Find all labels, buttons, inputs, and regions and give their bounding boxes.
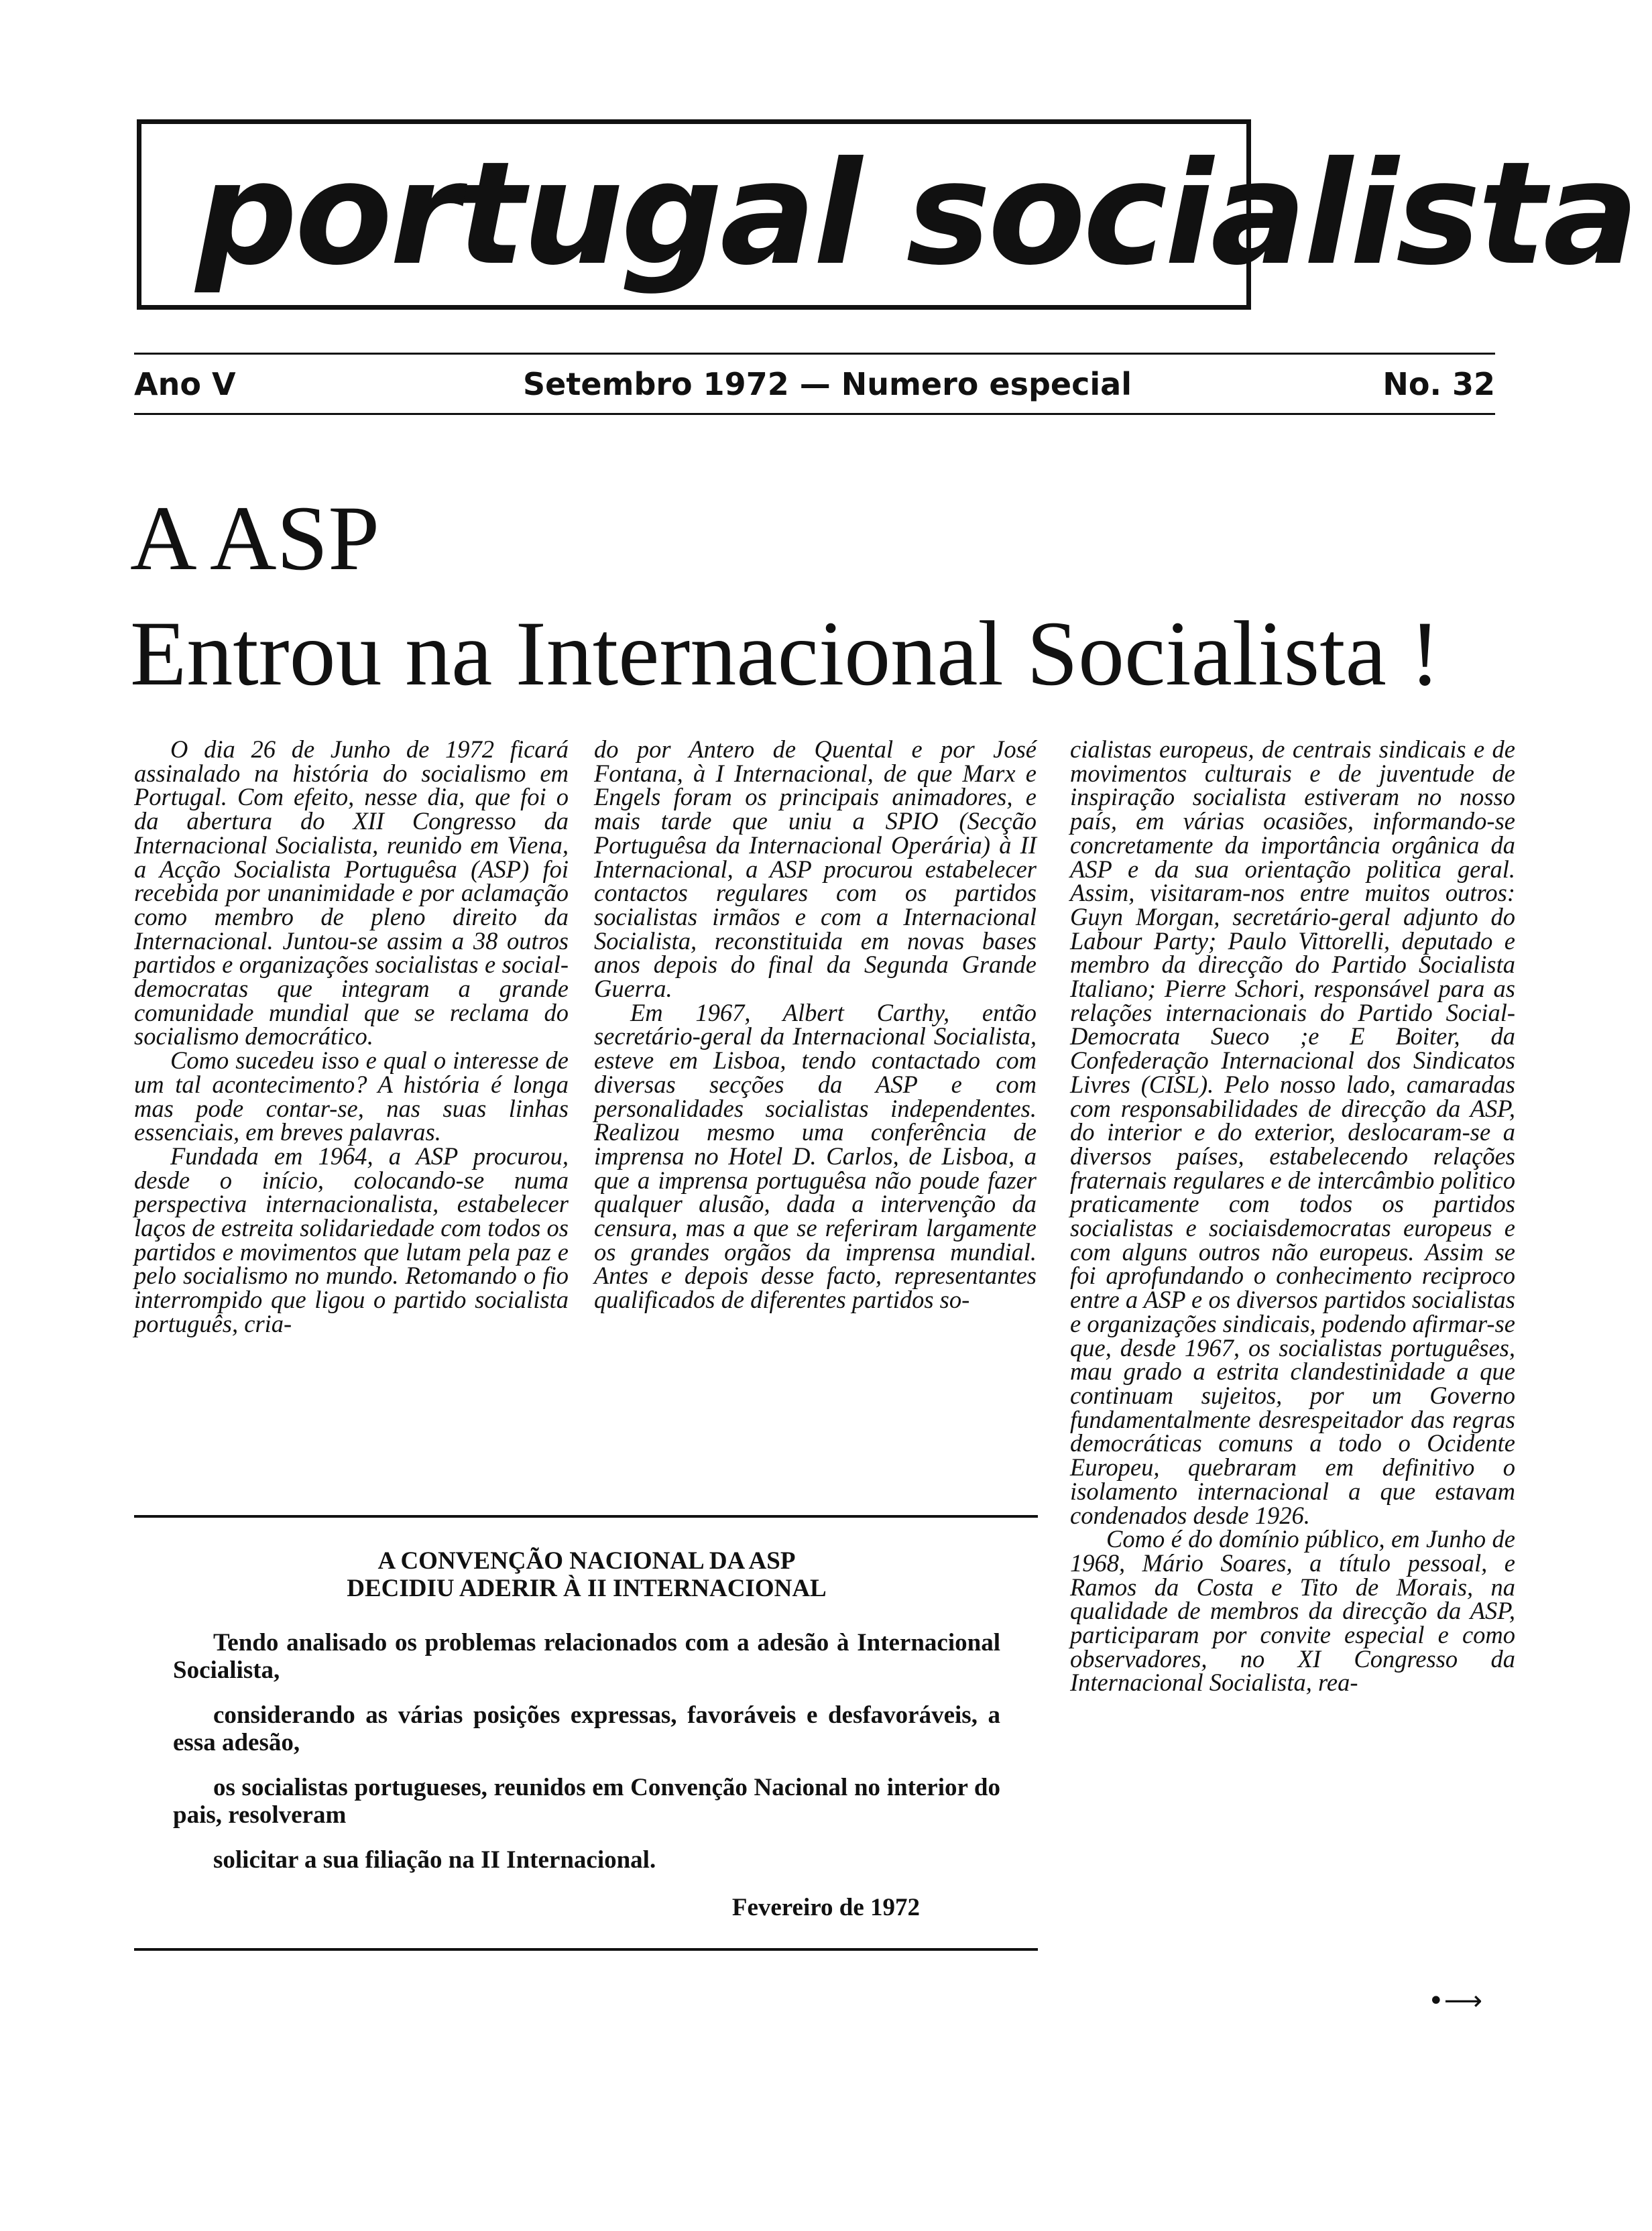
article-paragraph: do por Antero de Quental e por José Fontana, à I Internacional, de que Marx e Engels foram os principais animadores, e mais tarde que uniu a SPIO (Secção Portuguêsa da Internacional Operária) à II Internacional, a ASP procurou estabelecer contactos regulares com os partidos socialistas irmãos e com a Internacional Socialista, reconstituida em novas bases anos depois do final da Segunda Grande Guerra. [594, 735, 1037, 1003]
resolution-clause: os socialistas portugueses, reunidos em Convenção Nacional no interior do pais, resolveram [173, 1774, 1000, 1829]
resolution-clause: Tendo analisado os problemas relacionados com a adesão à Internacional Socialista, [173, 1629, 1000, 1684]
resolution-box-content [173, 1547, 1000, 1936]
resolution-title-line1: A CONVENÇÃO NACIONAL DA ASP [377, 1547, 796, 1575]
masthead-title: portugal socialista [196, 131, 1637, 296]
continue-arrow-icon: •⟶ [1428, 1986, 1482, 2016]
article-paragraph: Como sucedeu isso e qual o interesse de um tal acontecimento? A história é longa mas pode contar-se, nas suas linhas essenciais, em breves palavras. [134, 1046, 569, 1146]
resolution-clause: considerando as várias posições expressas, favoráveis e desfavoráveis, a essa adesão, [173, 1701, 1000, 1756]
article-paragraph: Fundada em 1964, a ASP procurou, desde o início, colocando-se numa perspectiva internacionalista, estabelecer laços de estreita solidariedade com todos os partidos e movimentos que lutam pela paz e pelo socialismo no mundo. Retomando o fio interrompido que ligou o partido socialista português, cria- [134, 1142, 569, 1337]
article-column-3 [1070, 737, 1515, 1998]
resolution-title-line2: DECIDIU ADERIR À II INTERNACIONAL [347, 1575, 827, 1602]
header-rule-top [134, 353, 1495, 355]
issue-date-edition: Setembro 1972 — Numero especial [523, 366, 1132, 402]
headline-line1: A ASP [130, 487, 380, 589]
resolution-date: Fevereiro de 1972 [731, 1894, 920, 1921]
article-paragraph: Em 1967, Albert Carthy, então secretário-geral da Internacional Socialista, esteve em Lisboa, tendo contactado com diversas secções da ASP e com personalidades socialistas independentes. Realizou mesmo uma conferência de imprensa no Hotel D. Carlos, de Lisboa, a que a imprensa portuguêsa não poude fazer qualquer alusão, dada a intervenção da censura, mas a que se referiram largamente os grandes orgãos da imprensa mundial. Antes e depois desse facto, representantes qualificados de diferentes partidos so- [594, 998, 1037, 1314]
article-paragraph: O dia 26 de Junho de 1972 ficará assinalado na história do socialismo em Portugal. Com efeito, nesse dia, que foi o da abertura do XII Congresso da Internacional Socialista, reunido em Viena, a Acção Socialista Portuguêsa (ASP) foi recebida por unanimidade e por aclamação como membro de pleno direito da Internacional. Juntou-se assim a 38 outros partidos e organizações socialistas e social-democratas que integram a grande comunidade mundial que se reclama do socialismo democrático. [134, 735, 569, 1050]
article-column-1 [134, 737, 569, 1508]
issue-number: No. 32 [1382, 366, 1495, 402]
resolution-clause: solicitar a sua filiação na II Internacional. [213, 1846, 656, 1874]
article-paragraph: Como é do domínio público, em Junho de 1968, Mário Soares, a título pessoal, e Ramos da Costa e Tito de Morais, na qualidade de membros da direcção da ASP, participaram por convite especial e como observadores, no XI Congresso da Internacional Socialista, rea- [1070, 1525, 1515, 1697]
article-column-2 [594, 737, 1037, 1508]
article-paragraph: cialistas europeus, de centrais sindicais e de movimentos culturais e de juventude de inspiração socialista estiveram no nosso país, em várias ocasiões, informando-se concretamente da importância orgânica da ASP e da sua orientação politica geral. Assim, visitaram-nos entre muitos outros: Guyn Morgan, secretário-geral adjunto do Labour Party; Paulo Vittorelli, deputado e membro da direcção do Partido Socialista Italiano; Pierre Schori, responsável para as relações internacionais do Partido Social-Democrata Sueco ;e E Boiter, da Confederação Internacional dos Sindicatos Livres (CISL). Pelo nosso lado, camaradas com responsabilidades de direcção da ASP, do interior e do exterior, deslocaram-se a diversos países, estabelecendo relações fraternais regulares e de intercâmbio politico praticamente com todos os partidos socialistas e sociaisdemocratas europeus e com alguns outros não europeus. Assim se foi aprofundando o conhecimento reciproco entre a ASP e os diversos partidos socialistas e organizações sindicais, podendo afirmar-se que, desde 1967, os socialistas portuguêses, mau grado a estrita clandestinidade a que continuam sujeitos, por um Governo fundamentalmente desrespeitador das regras democráticas comuns a todo o Ocidente Europeu, quebraram em definitivo o isolamento internacional a que estavam condenados desde 1926. [1070, 735, 1516, 1529]
header-rule-bottom [134, 413, 1495, 415]
issue-volume: Ano V [134, 366, 236, 402]
headline-line2: Entrou na Internacional Socialista ! [130, 602, 1441, 705]
issue-line [134, 359, 1495, 409]
